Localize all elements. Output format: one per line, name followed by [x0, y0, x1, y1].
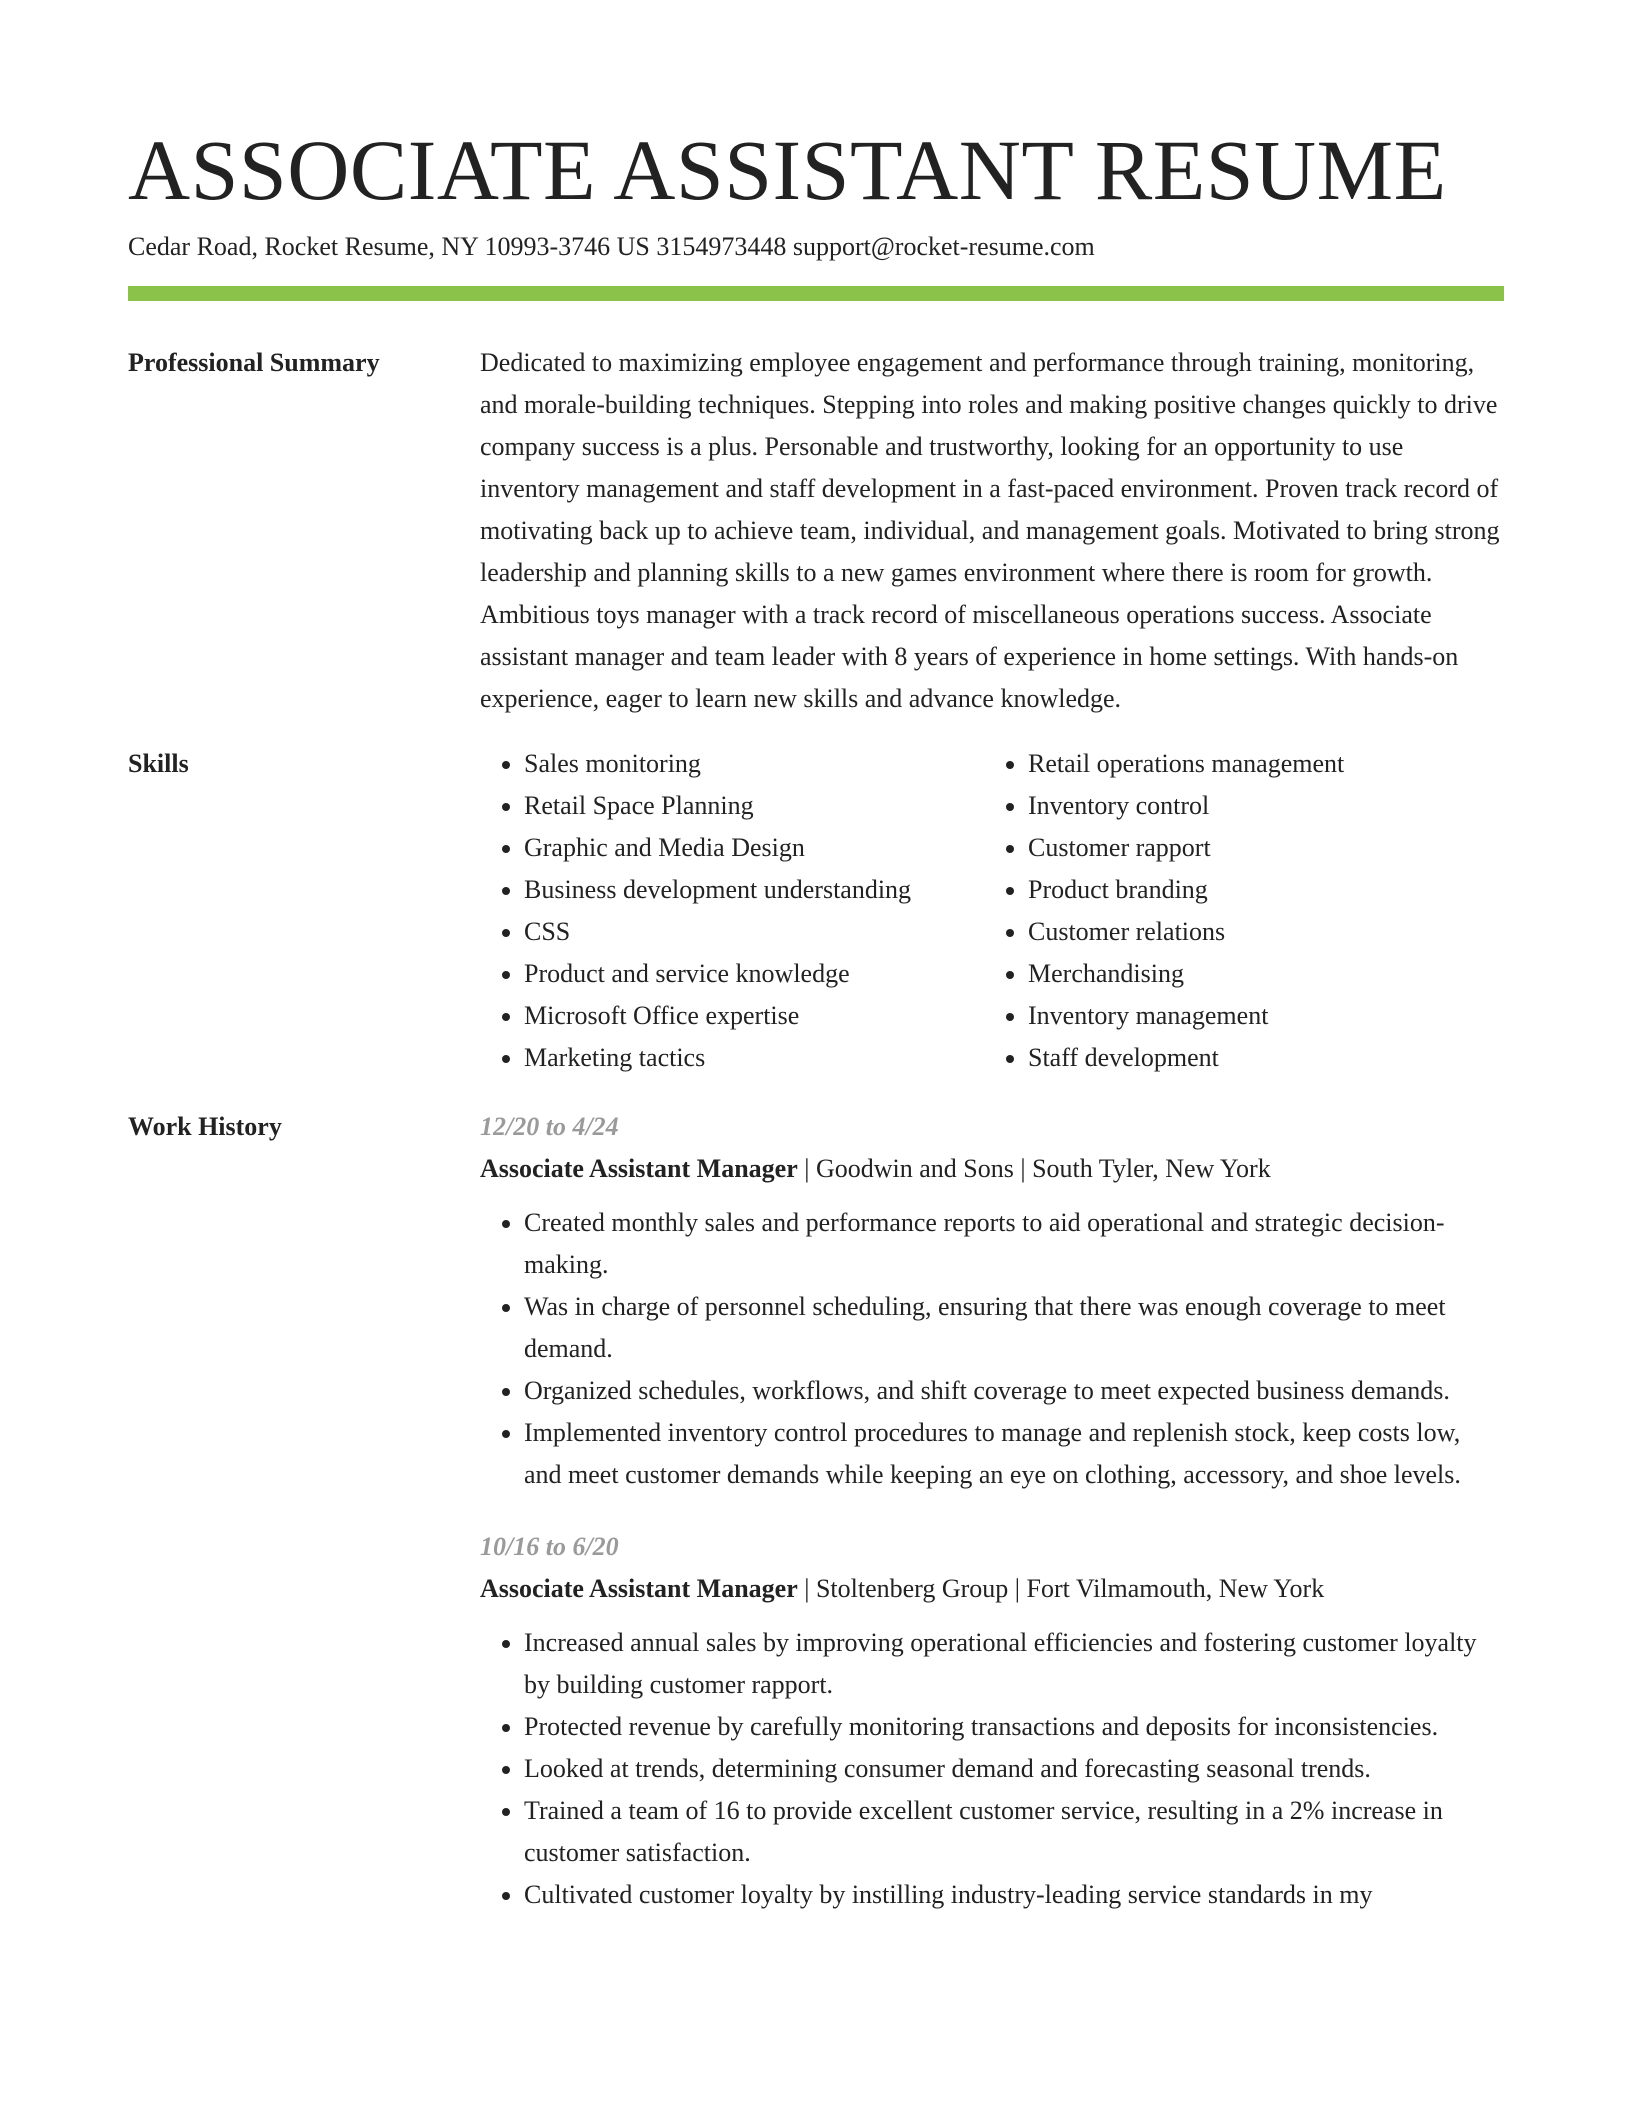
skill-item: • Microsoft Office expertise [524, 995, 984, 1037]
skill-item: • Inventory management [1028, 995, 1488, 1037]
accent-divider [128, 286, 1504, 301]
skill-item: • Business development understanding [524, 869, 984, 911]
skills-columns [480, 743, 1504, 1079]
skills-list-right [984, 743, 1488, 1079]
skill-item: • Customer relations [1028, 911, 1488, 953]
summary-heading: Professional Summary [128, 348, 380, 377]
skill-item: • Retail Space Planning [524, 785, 984, 827]
job-entry [480, 1526, 1504, 1916]
work-history-heading: Work History [128, 1112, 282, 1141]
skills-heading: Skills [128, 749, 189, 778]
skills-section [128, 750, 1504, 1079]
skill-item: • Product and service knowledge [524, 953, 984, 995]
skill-item: • Graphic and Media Design [524, 827, 984, 869]
skill-item: • Inventory control [1028, 785, 1488, 827]
job-dates: 10/16 to 6/20 [480, 1532, 619, 1561]
skill-item: • Merchandising [1028, 953, 1488, 995]
job-bullet: • Protected revenue by carefully monitoring transactions and deposits for inconsistencies. [524, 1706, 1504, 1748]
job-details: | Stoltenberg Group | Fort Vilmamouth, New York [797, 1574, 1325, 1603]
job-bullet: • Trained a team of 16 to provide excellent customer service, resulting in a 2% increase in customer satisfaction. [524, 1790, 1504, 1874]
job-bullet: • Created monthly sales and performance reports to aid operational and strategic decision-making. [524, 1202, 1504, 1286]
skill-item: • Sales monitoring [524, 743, 984, 785]
skill-item: • Staff development [1028, 1037, 1488, 1079]
job-title: Associate Assistant Manager [480, 1574, 798, 1603]
resume-page [128, 120, 1504, 1946]
summary-text: Dedicated to maximizing employee engagement and performance through training, monitoring, and morale-building techniques. Stepping into roles and making positive changes quickly to drive company success is a plus. Personable and trustworthy, looking for an opportunity to use inventory management and staff development in a fast-paced environment. Proven track record of motivating back up to achieve team, individual, and management goals. Motivated to bring strong leadership and planning skills to a new games environment where there is room for growth. Ambitious toys manager with a track record of miscellaneous operations success. Associate assistant manager and team leader with 8 years of experience in home settings. With hands-on experience, eager to learn new skills and advance knowledge. [480, 348, 1500, 713]
contact-line: Cedar Road, Rocket Resume, NY 10993-3746 US 3154973448 support@rocket-resume.com [128, 232, 1095, 261]
job-bullet: • Cultivated customer loyalty by instilling industry-leading service standards in my [524, 1874, 1504, 1916]
job-bullet-list [480, 1622, 1504, 1916]
skill-item: • Product branding [1028, 869, 1488, 911]
job-bullet: • Looked at trends, determining consumer demand and forecasting seasonal trends. [524, 1748, 1504, 1790]
job-bullet: • Was in charge of personnel scheduling, ensuring that there was enough coverage to meet demand. [524, 1286, 1504, 1370]
skills-list-left [480, 743, 984, 1079]
job-details: | Goodwin and Sons | South Tyler, New York [797, 1154, 1271, 1183]
job-title: Associate Assistant Manager [480, 1154, 798, 1183]
skill-item: • Marketing tactics [524, 1037, 984, 1079]
job-heading [480, 1148, 1504, 1190]
job-bullet-list [480, 1202, 1504, 1496]
job-bullet: • Implemented inventory control procedures to manage and replenish stock, keep costs low, and meet customer demands while keeping an eye on clothing, accessory, and shoe levels. [524, 1412, 1504, 1496]
summary-section [128, 349, 1504, 720]
job-bullet: • Organized schedules, workflows, and shift coverage to meet expected business demands. [524, 1370, 1504, 1412]
job-heading [480, 1568, 1504, 1610]
job-dates: 12/20 to 4/24 [480, 1112, 619, 1141]
job-entry [480, 1106, 1504, 1496]
job-bullet: • Increased annual sales by improving operational efficiencies and fostering customer loyalty by building customer rapport. [524, 1622, 1504, 1706]
work-history-section [128, 1113, 1504, 1946]
resume-title: ASSOCIATE ASSISTANT RESUME [128, 122, 1447, 218]
skill-item: • CSS [524, 911, 984, 953]
skill-item: • Retail operations management [1028, 743, 1488, 785]
skill-item: • Customer rapport [1028, 827, 1488, 869]
